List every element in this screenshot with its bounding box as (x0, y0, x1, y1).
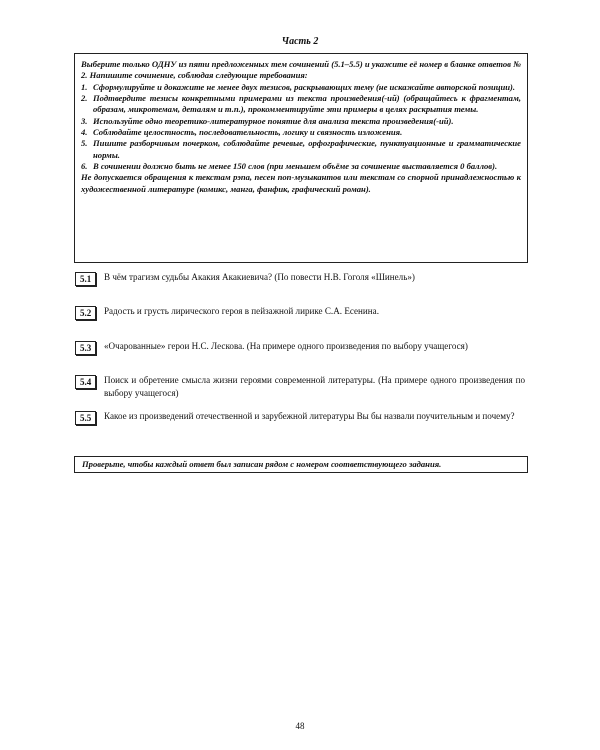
requirements-list (81, 82, 521, 173)
requirement-item: 4. Соблюдайте целостность, последовательность, логику и связность изложения. (81, 127, 403, 138)
topic-number: 5.4 (75, 375, 96, 389)
topic-number: 5.3 (75, 341, 96, 355)
requirement-item: 3. Используйте одно теоретико-литературное понятие для анализа текста произведения(-ий). (81, 115, 454, 126)
footer-note: Проверьте, чтобы каждый ответ был записан рядом с номером соответствующего задания. (74, 456, 528, 473)
topic-text: Поиск и обретение смысла жизни героями современной литературы. (На примере одного произведения по выбору учащегося) (104, 375, 525, 398)
topic-number: 5.5 (75, 411, 96, 425)
topic-text: «Очарованные» герои Н.С. Лескова. (На примере одного произведения по выбору учащегося) (104, 341, 468, 351)
topic-text: Радость и грусть лирического героя в пейзажной лирике С.А. Есенина. (104, 306, 379, 316)
page-number: 48 (295, 721, 305, 731)
instructions-warning: Не допускается обращения к текстам рэпа, песен поп-музыкантов или текстам со спорной принадлежностью к художественной литературе (комикс, манга, фанфик, графический роман). (81, 172, 521, 194)
topic-number: 5.2 (75, 306, 96, 320)
requirement-item: 2. Подтвердите тезисы конкретными примерами из текста произведения(-ий) (обращайтесь к фрагментам, образам, микротемам, деталям и т.п.), прокомментируйте эти примеры в целях раскрытия темы. (81, 93, 521, 115)
instructions-intro: Выберите только ОДНУ из пяти предложенных тем сочинений (5.1–5.5) и укажите её номер в бланке ответов № 2. Напишите сочинение, соблюдая следующие требования: (81, 59, 521, 81)
topic-text: В чём трагизм судьбы Акакия Акакиевича? (По повести Н.В. Гоголя «Шинель») (104, 272, 415, 282)
requirement-item: 1. Сформулируйте и докажите не менее двух тезисов, раскрывающих тему (не искажайте авторской позиции). (81, 81, 516, 92)
topic-text: Какое из произведений отечественной и зарубежной литературы Вы бы назвали поучительным и почему? (104, 411, 515, 421)
page-title: Часть 2 (281, 36, 319, 47)
topic-number: 5.1 (75, 272, 96, 286)
requirement-item: 6. В сочинении должно быть не менее 150 слов (при меньшем объёме за сочинение выставляется 0 баллов). (81, 161, 498, 172)
requirement-item: 5. Пишите разборчивым почерком, соблюдайте речевые, орфографические, пунктуационные и грамматические нормы. (81, 138, 521, 160)
instructions-box (74, 53, 528, 263)
